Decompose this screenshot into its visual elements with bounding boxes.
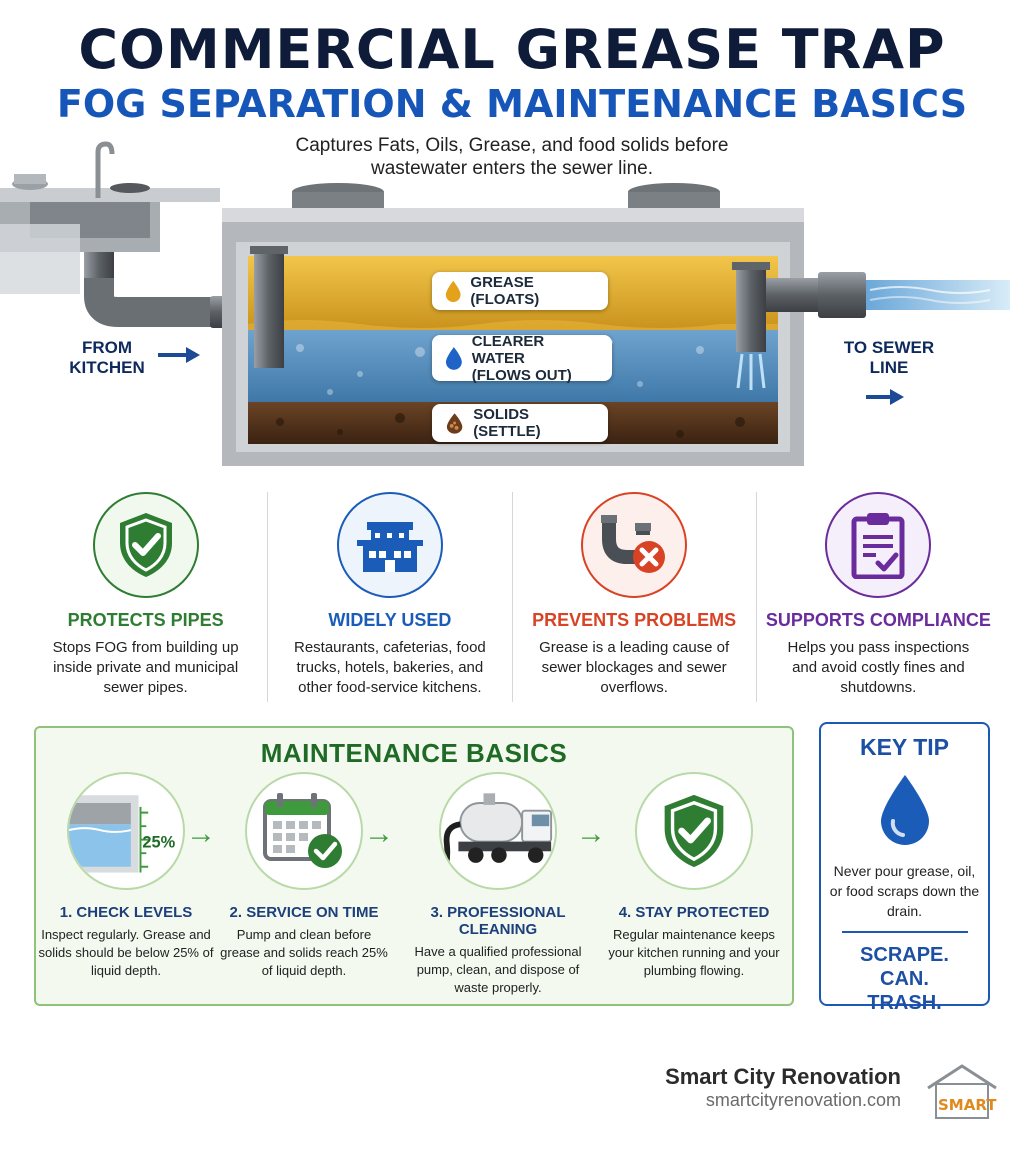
step-check-levels — [38, 772, 214, 980]
step-text: Pump and clean before grease and solids reach 25% of liquid depth. — [220, 927, 388, 978]
benefit-icon-circle — [581, 492, 687, 598]
calendar-check-icon — [245, 772, 363, 890]
benefit-title: WIDELY USED — [328, 610, 452, 630]
oil-drop-icon — [444, 279, 462, 303]
step-title: 1. CHECK LEVELS — [59, 904, 193, 921]
step-title: 4. STAY PROTECTED — [618, 904, 770, 921]
benefit-widely-used — [267, 492, 511, 702]
step-title: 2. SERVICE ON TIME — [229, 904, 379, 921]
grease-layer-label: GREASE (FLOATS) — [432, 272, 608, 310]
benefit-title: PROTECTS PIPES — [67, 610, 224, 630]
inlet-label: FROM KITCHEN — [69, 338, 145, 377]
key-tip-slogan: SCRAPE. CAN. TRASH. — [860, 944, 949, 1014]
benefit-text: Grease is a leading cause of sewer blockages and sewer overflows. — [539, 639, 730, 696]
step-text: Regular maintenance keeps your kitchen running and your plumbing flowing. — [608, 927, 780, 978]
benefit-title: PREVENTS PROBLEMS — [532, 610, 737, 630]
solids-icon — [444, 412, 465, 434]
benefit-prevents-problems — [512, 492, 756, 702]
maintenance-panel — [34, 726, 794, 1006]
maintenance-title: MAINTENANCE BASICS — [260, 738, 568, 768]
page-subtitle: FOG SEPARATION & MAINTENANCE BASICS — [56, 82, 968, 126]
benefit-text: Restaurants, cafeterias, food trucks, hotels, bakeries, and other food-service kitchens. — [293, 639, 486, 696]
building-icon — [353, 516, 427, 574]
vacuum-truck-icon — [439, 772, 557, 890]
level-gauge-icon — [67, 772, 185, 890]
brand-name: Smart City Renovation — [665, 1064, 901, 1089]
divider — [842, 931, 968, 933]
water-layer-label: CLEARER WATER (FLOWS OUT) — [432, 335, 612, 381]
key-tip-text: Never pour grease, oil, or food scraps down the drain. — [829, 863, 980, 919]
step-professional-cleaning — [398, 772, 598, 997]
level-readout: 25% — [142, 833, 176, 852]
step-service-on-time — [216, 772, 392, 980]
step-arrow-icon: → — [186, 817, 216, 850]
blocked-pipe-icon — [599, 513, 669, 577]
solids-layer-label: SOLIDS (SETTLE) — [432, 404, 608, 442]
benefit-protects-pipes — [24, 492, 267, 702]
benefit-icon-circle — [337, 492, 443, 598]
page-title: COMMERCIAL GREASE TRAP — [78, 18, 946, 81]
key-tip-panel — [819, 722, 990, 1014]
step-text: Have a qualified professional pump, clean, and dispose of waste properly. — [414, 944, 582, 995]
logo-text: SMART — [938, 1096, 997, 1114]
key-tip-title: KEY TIP — [859, 734, 950, 760]
intro-text: Captures Fats, Oils, Grease, and food solids before wastewater enters the sewer line. — [295, 135, 729, 179]
step-arrow-icon: → — [576, 817, 606, 850]
benefit-icon-circle — [825, 492, 931, 598]
benefits-row — [24, 492, 1000, 702]
water-drop-icon — [877, 773, 933, 847]
grease-trap-diagram — [0, 138, 1024, 478]
shield-check-icon — [115, 510, 177, 580]
benefit-icon-circle — [93, 492, 199, 598]
benefit-supports-compliance — [756, 492, 1000, 702]
brand-url: smartcityrenovation.com — [705, 1090, 901, 1110]
benefit-title: SUPPORTS COMPLIANCE — [765, 610, 991, 630]
step-title: 3. PROFESSIONAL CLEANING — [430, 904, 566, 938]
benefit-text: Helps you pass inspections and avoid costly fines and shutdowns. — [787, 639, 970, 696]
water-drop-icon — [444, 346, 464, 370]
house-logo-icon — [924, 1064, 1000, 1120]
outlet-label: TO SEWER LINE — [843, 338, 935, 377]
shield-check-icon — [635, 772, 753, 890]
kitchen-sink-illustration — [0, 144, 220, 294]
step-stay-protected — [606, 772, 782, 980]
benefit-text: Stops FOG from building up inside private and municipal sewer pipes. — [52, 639, 239, 696]
step-text: Inspect regularly. Grease and solids should be below 25% of liquid depth. — [38, 927, 214, 978]
clipboard-check-icon — [850, 511, 906, 579]
step-arrow-icon: → — [364, 817, 394, 850]
